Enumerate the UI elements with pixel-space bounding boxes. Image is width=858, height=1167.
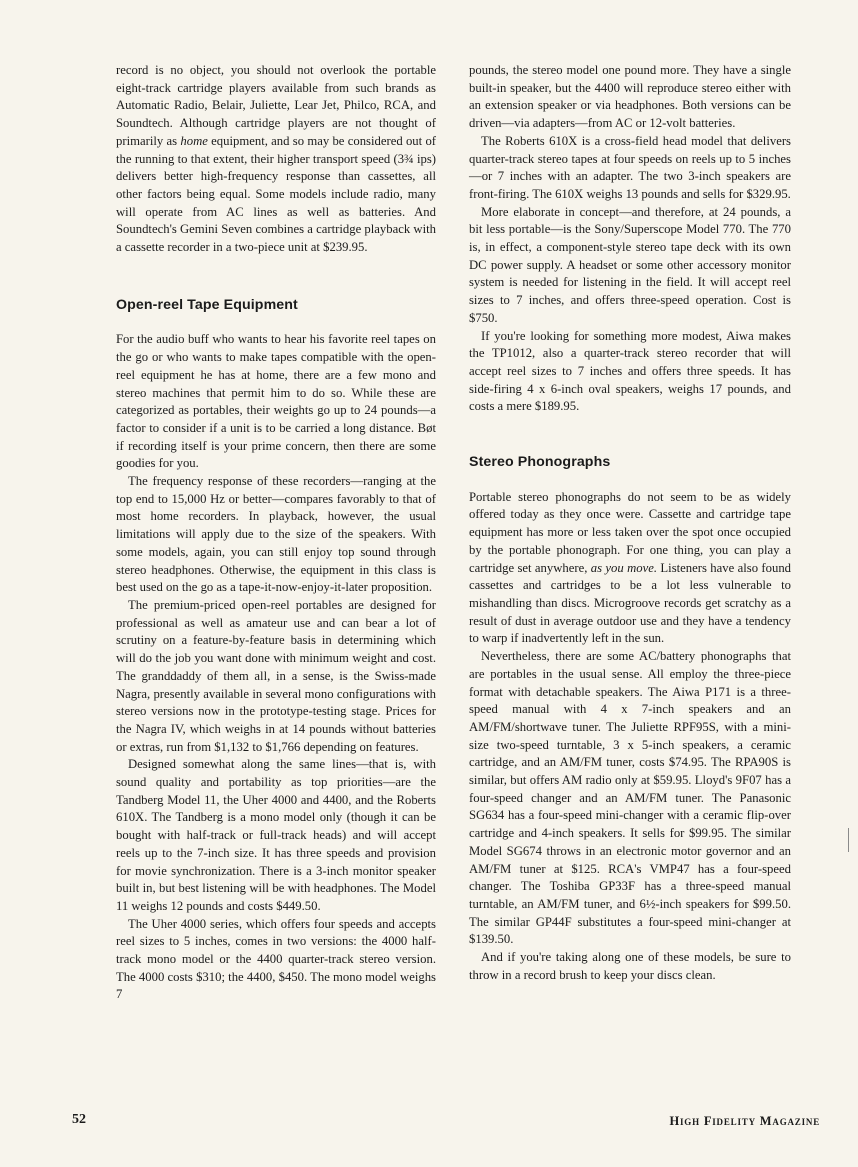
paragraph: The premium-priced open-reel portables are designed for professional as well as amateur use and can bear a lot of scrutiny on a feature-by-feature basis in determining which will do the job you want done with minimum weight and cost. The granddaddy of them all, in a sense, is the Swiss-made Nagra, presently available in several mono configurations with stereo versions now in the prototype-testing stage. Prices for the Nagra IV, which weighs in at 14 pounds without batteries or extras, run from $1,132 to $1,766 depending on features. xyxy=(116,597,436,754)
publication-title: High Fidelity Magazine xyxy=(669,1114,820,1128)
right-column xyxy=(469,62,791,984)
paragraph: Portable stereo phonographs do not seem to be as widely offered today as they once were. Cassette and cartridge tape equipment has more or less taken over the spot once occupied by the portable phonograph. For one thing, you can play a cartridge set anywhere, as you move. Listeners have also found cassettes and cartridges to be a lot less vulnerable to mishandling than discs. Microgroove records get scratchy as a result of dust in average outdoor use and they have a tendency to warp if inadvertently left in the sun. xyxy=(469,489,792,646)
paragraph: The Uher 4000 series, which offers four speeds and accepts reel sizes to 5 inches, comes in two versions: the 4000 half-track mono model or the 4400 quarter-track stereo version. The 4000 costs $310; the 4400, $450. The mono model weighs 7 xyxy=(116,916,436,1002)
paragraph: pounds, the stereo model one pound more. They have a single built-in speaker, but the 4400 will reproduce stereo either with an extension speaker or via headphones. Both versions can be driven—via adapters—from AC or 12-volt batteries. xyxy=(469,63,791,131)
paragraph: For the audio buff who wants to hear his favorite reel tapes on the go or who wants to make tapes compatible with the open-reel equipment he has at home, there are a few mono and stereo machines that permit him to do so. While these are categorized as portables, their weights go up to 24 pounds—a factor to consider if a unit is to be carried a long distance. Bøt if recording itself is your prime concern, then there are some goodies for you. xyxy=(116,332,436,471)
paragraph: The Roberts 610X is a cross-field head model that delivers quarter-track stereo tapes at four speeds on reels up to 5 inches—or 7 inches with an adapter. The two 3-inch speakers are front-firing. The 610X weighs 13 pounds and sells for $329.95. xyxy=(469,133,791,201)
left-column xyxy=(116,62,436,1004)
section-heading-stereo-phonographs: Stereo Phonographs xyxy=(469,454,611,471)
section-heading-open-reel: Open-reel Tape Equipment xyxy=(116,296,298,313)
paragraph: Nevertheless, there are some AC/battery phonographs that are portables in the usual sense. All employ the three-piece format with detachable speakers. The Aiwa P171 is a three-speed manual with 4 x 7-inch speakers and an AM/FM/shortwave tuner. The Juliette RPF95S, with a mini-size two-speed turntable, 3 x 5-inch speakers, a ceramic cartridge, and an AM/FM tuner, costs $74.95. The RPA90S is similar, but offers AM radio only at $59.95. Lloyd's 9F07 has a four-speed changer and an AM/FM tuner. The Panasonic SG634 has a four-speed mini-changer with a ceramic flip-over cartridge and 4-inch speakers. It sells for $99.95. The similar Model SG674 throws in an electronic motor governor and an AM/FM tuner at $125. RCA's VMP47 has a four-speed changer. The Toshiba GP33F has a three-speed manual turntable, an AM/FM tuner, and 6½-inch speakers for $99.50. The similar GP44F substitutes a four-speed mini-changer at $139.50. xyxy=(469,649,791,947)
paragraph: More elaborate in concept—and therefore, at 24 pounds, a bit less portable—is the Sony/Superscope Model 770. The 770 is, in effect, a component-style stereo tape deck with its own DC power supply. A headset or some other accessory monitor system is needed for listening in the field. It will accept reel sizes to 7 inches, and offers three-speed operation. Cost is $750. xyxy=(469,204,791,325)
paragraph: And if you're taking along one of these models, be sure to throw in a record brush to keep your discs clean. xyxy=(469,950,791,982)
page-number: 52 xyxy=(72,1112,86,1127)
margin-mark xyxy=(848,828,849,852)
emphasis-text: as you move. xyxy=(590,560,658,575)
paragraph: Designed somewhat along the same lines—that is, with sound quality and portability as top priorities—are the Tandberg Model 11, the Uher 4000 and 4400, and the Roberts 610X. The Tandberg is a mono model only (though it can be bought with half-track or full-track heads) and will accept reels up to the 7-inch size. It has three speeds and provision for movie synchronization. There is a 3-inch monitor speaker built in, but best listening will be with headphones. The Model 11 weighs 12 pounds and costs $449.50. xyxy=(116,757,436,913)
emphasis-text: home xyxy=(180,133,208,148)
paragraph: record is no object, you should not overlook the portable eight-track cartridge players available from such brands as Automatic Radio, Belair, Juliette, Lear Jet, Philco, RCA, and Soundtech. Although cartridge players are not thought of primarily as home equipment, and so may be considered out of the running to that extent, their higher transport speed (3¾ ips) delivers better high-frequency response than cassettes, all other factors being equal. Some models include radio, many will operate from AC lines as well as batteries. And Soundtech's Gemini Seven combines a cartridge playback with a cassette recorder in a two-piece unit at $239.95. xyxy=(116,63,437,255)
paragraph: If you're looking for something more modest, Aiwa makes the TP1012, also a quarter-track stereo recorder that will accept reel sizes to 7 inches and offers three speeds. It has side-firing 4 x 6-inch oval speakers, weighs 17 pounds, and costs a mere $189.95. xyxy=(469,328,791,414)
paragraph: The frequency response of these recorders—ranging at the top end to 15,000 Hz or better—compares favorably to that of most home recorders. In playback, however, the usual limitations will apply due to the size of the speakers. With some models, again, you can still enjoy top sound through stereo headphones. Otherwise, the equipment in this class is best used on the go as a tape-it-now-enjoy-it-later proposition. xyxy=(116,474,436,595)
